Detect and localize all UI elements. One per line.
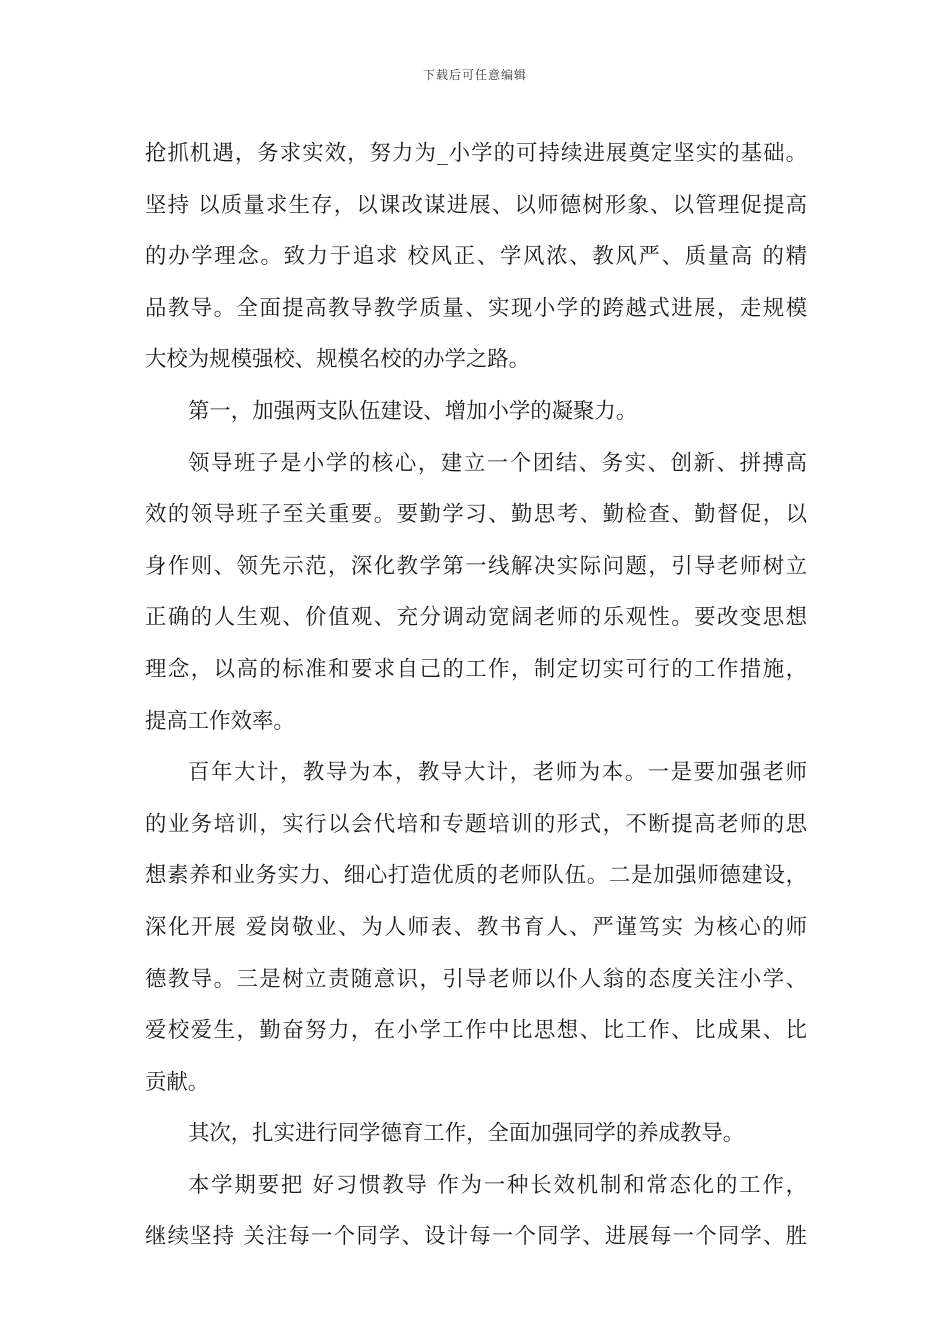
text-line: 正确的人生观、价值观、充分调动宽阔老师的乐观性。要改变思想 (145, 605, 807, 631)
text-line: 坚持 以质量求生存，以课改谋进展、以师德树形象、以管理促提高 (145, 192, 807, 218)
text-line: 继续坚持 关注每一个同学、设计每一个同学、进展每一个同学、胜 (145, 1224, 807, 1250)
text-line: 爱校爱生，勤奋努力，在小学工作中比思想、比工作、比成果、比 (145, 1018, 807, 1044)
text-line: 深化开展 爱岗敬业、为人师表、教书育人、严谨笃实 为核心的师 (145, 914, 807, 940)
text-line: 提高工作效率。 (145, 708, 295, 734)
text-line: 想素养和业务实力、细心打造优质的老师队伍。二是加强师德建设， (145, 863, 807, 889)
text-line: 大校为规模强校、规模名校的办学之路。 (145, 347, 531, 373)
text-line: 品教导。全面提高教导教学质量、实现小学的跨越式进展，走规模 (145, 295, 807, 321)
text-line: 德教导。三是树立责随意识，引导老师以仆人翁的态度关注小学、 (145, 966, 807, 992)
text-line: 身作则、领先示范，深化教学第一线解决实际问题，引导老师树立 (145, 553, 807, 579)
text-line: 效的领导班子至关重要。要勤学习、勤思考、勤检查、勤督促，以 (145, 502, 807, 528)
text-line: 领导班子是小学的核心，建立一个团结、务实、创新、拼搏高 (188, 450, 807, 476)
text-line: 的业务培训，实行以会代培和专题培训的形式，不断提高老师的思 (145, 811, 807, 837)
text-line: 的办学理念。致力于追求 校风正、学风浓、教风严、质量高 的精 (145, 244, 807, 270)
page-header-note: 下载后可任意编辑 (422, 68, 527, 82)
text-line: 抢抓机遇，务求实效，努力为_小学的可持续进展奠定坚实的基础。 (145, 141, 807, 166)
text-line: 第一，加强两支队伍建设、增加小学的凝聚力。 (188, 398, 638, 424)
body-text (145, 128, 807, 1263)
text-line: 其次，扎实进行同学德育工作，全面加强同学的养成教导。 (188, 1121, 745, 1147)
text-line: 理念，以高的标准和要求自己的工作，制定切实可行的工作措施， (145, 656, 807, 682)
text-line: 本学期要把 好习惯教导 作为一种长效机制和常态化的工作， (188, 1172, 807, 1198)
text-line: 贡献。 (145, 1069, 210, 1095)
text-line: 百年大计，教导为本，教导大计，老师为本。一是要加强老师 (188, 760, 807, 786)
